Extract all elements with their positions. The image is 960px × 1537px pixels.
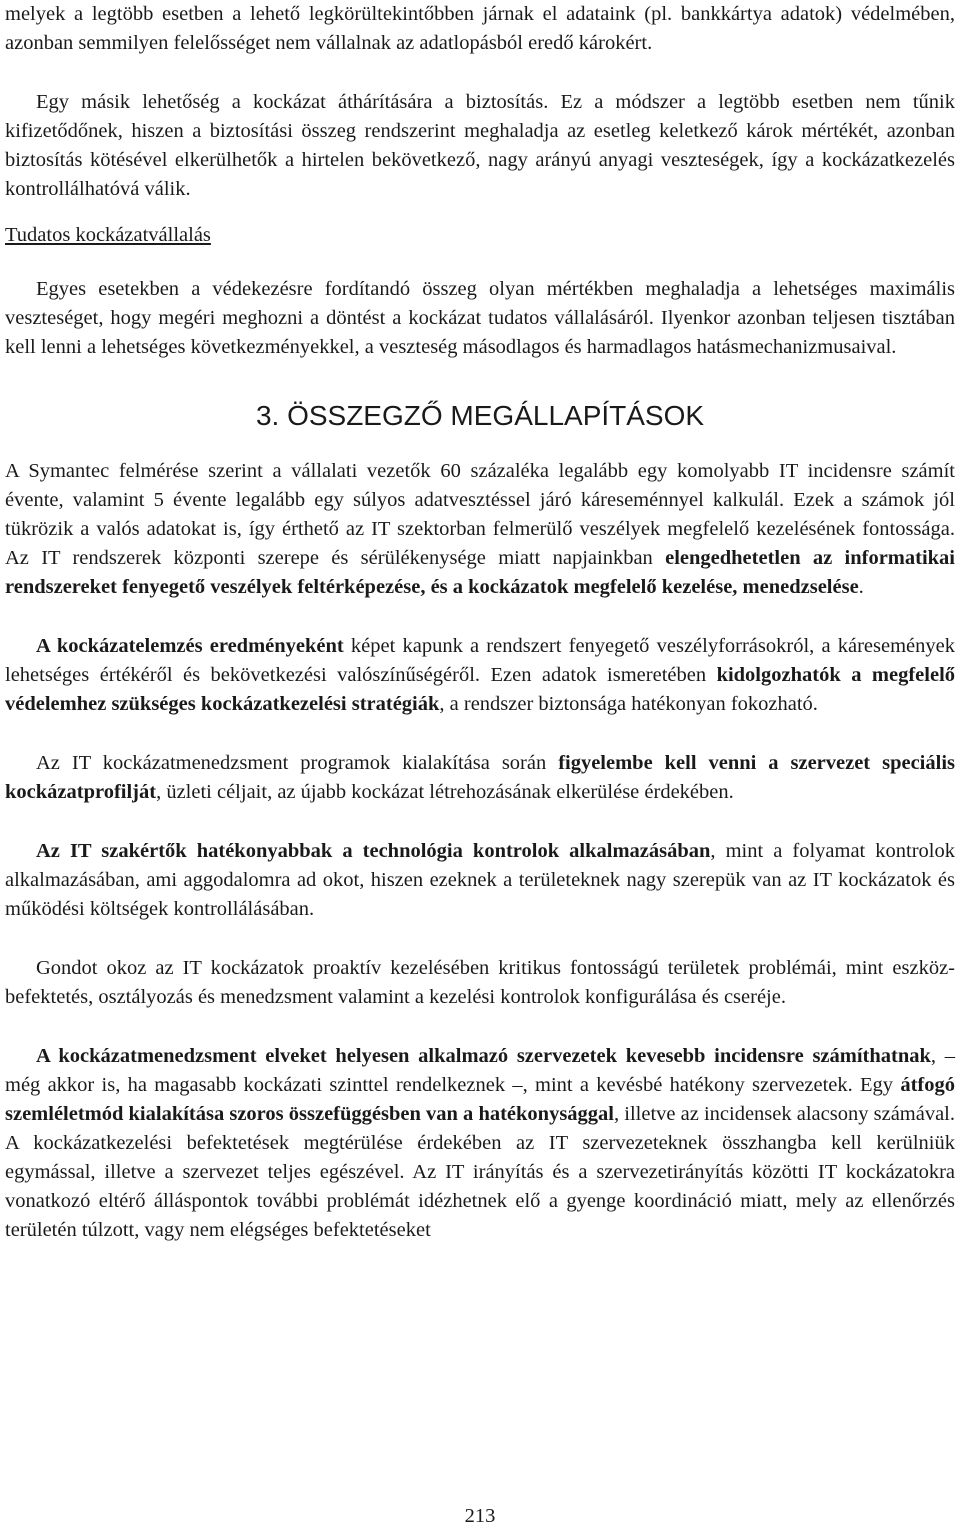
bold-run: elengedhetetlen az informatikai rendszereket fenyegető veszélyek feltérképezése, és a kockázatok megfelelő kezelése, menedzselése <box>5 547 956 598</box>
bold-run: Az IT szakértők hatékonyabbak a technológia kontrolok alkalmazásában <box>36 840 711 862</box>
bold-run: A kockázatelemzés eredményeként <box>36 635 344 657</box>
text-run: . <box>858 576 864 598</box>
paragraph-it-experts <box>5 837 955 924</box>
paragraph-risk-program <box>5 749 955 807</box>
document-page <box>5 0 955 1245</box>
text-run: , – még akkor is, ha magasabb kockázati szinttel rendelkeznek –, mint a kevésbé hatékony szervezetek. Egy <box>5 1045 955 1096</box>
paragraph-risk-principles <box>5 1042 955 1245</box>
text-run: A Symantec felmérése szerint a vállalati vezetők 60 százaléka legalább egy komolyabb IT incidensre számít évente, valamint 5 évente legalább egy súlyos adatvesztéssel járó káreseménnyel kalkulál. Ezek a számok jól tükrözik a valós adatokat is, így érthető az IT szektorban felmerülő veszélyek megfelelő kezelésének fontossága. Az IT rendszerek központi szerepe és sérülékenysége miatt napjainkban <box>5 460 955 569</box>
paragraph-risk-analysis <box>5 632 955 719</box>
subheading-conscious-risk: Tudatos kockázatvállalás <box>5 224 211 246</box>
paragraph-data-protection: melyek a legtöbb esetben a lehető legkörültekintőbben járnak el adataink (pl. bankkártya adatok) védelmében, azonban semmilyen felelősséget nem vállalnak az adatlopásból eredő károkért. <box>5 3 955 54</box>
bold-run: A kockázatmenedzsment elveket helyesen alkalmazó szervezetek kevesebb incidensre számíthatnak <box>36 1045 931 1067</box>
text-run: , mint a folyamat kontrolok alkalmazásában, ami aggodalomra ad okot, hiszen ezeknek a területeknek nagy szerepük van az IT kockázatok és működési költségek kontrollálásában. <box>5 840 955 920</box>
page-number: 213 <box>464 1505 496 1527</box>
paragraph-risk-acceptance: Egyes esetekben a védekezésre fordítandó összeg olyan mértékben meghaladja a lehetséges maximális veszteséget, hogy megéri meghozni a döntést a kockázat tudatos vállalásáról. Ilyenkor azonban teljesen tisztában kell lenni a lehetséges következményekkel, a veszteség másodlagos és harmadlagos hatásmechanizmusaival. <box>5 278 955 358</box>
bold-run: figyelembe kell venni a szervezet speciális kockázatprofilját <box>5 752 955 803</box>
section-heading-summary: 3. ÖSSZEGZŐ MEGÁLLAPÍTÁSOK <box>255 400 705 431</box>
text-run: képet kapunk a rendszert fenyegető veszélyforrásokról, a káresemények lehetséges értékéről és bekövetkezési valószínűségéről. Ezen adatok ismeretében <box>5 635 955 686</box>
text-run: , a rendszer biztonsága hatékonyan fokozható. <box>439 693 818 715</box>
bold-run: átfogó szemléletmód kialakítása szoros összefüggésben van a hatékonysággal <box>5 1074 955 1125</box>
text-run: Az IT kockázatmenedzsment programok kialakítása során <box>36 752 559 774</box>
text-run: , illetve az incidensek alacsony számával. A kockázatkezelési befektetések megtérülése érdekében az IT szervezeteknek összhangba kell kerülniük egymással, illetve a szervezet teljes egészével. Az IT irányítás és a szervezetirányítás közötti IT kockázatokra vonatkozó eltérő álláspontok további problémát idézhetnek elő a gyenge koordináció miatt, mely az ellenőrzés területén túlzott, vagy nem elégséges befektetéseket <box>5 1103 956 1241</box>
paragraph-insurance: Egy másik lehetőség a kockázat áthárítására a biztosítás. Ez a módszer a legtöbb esetben nem tűnik kifizetődőnek, hiszen a biztosítási összeg rendszerint meghaladja az esetleg keletkező károk mértékét, azonban biztosítás kötésével elkerülhetők a hirtelen bekövetkező, nagy arányú anyagi veszteségek, így a kockázatkezelés kontrollálhatóvá válik. <box>5 91 955 200</box>
text-run: , üzleti céljait, az újabb kockázat létrehozásának elkerülése érdekében. <box>156 781 734 803</box>
paragraph-symantec <box>5 457 955 602</box>
bold-run: kidolgozhatók a megfelelő védelemhez szükséges kockázatkezelési stratégiák <box>5 664 956 715</box>
paragraph-proactive-issues: Gondot okoz az IT kockázatok proaktív kezelésében kritikus fontosságú területek problémái, mint eszköz-befektetés, osztályozás és menedzsment valamint a kezelési kontrolok konfigurálása és cseréje. <box>5 957 955 1008</box>
